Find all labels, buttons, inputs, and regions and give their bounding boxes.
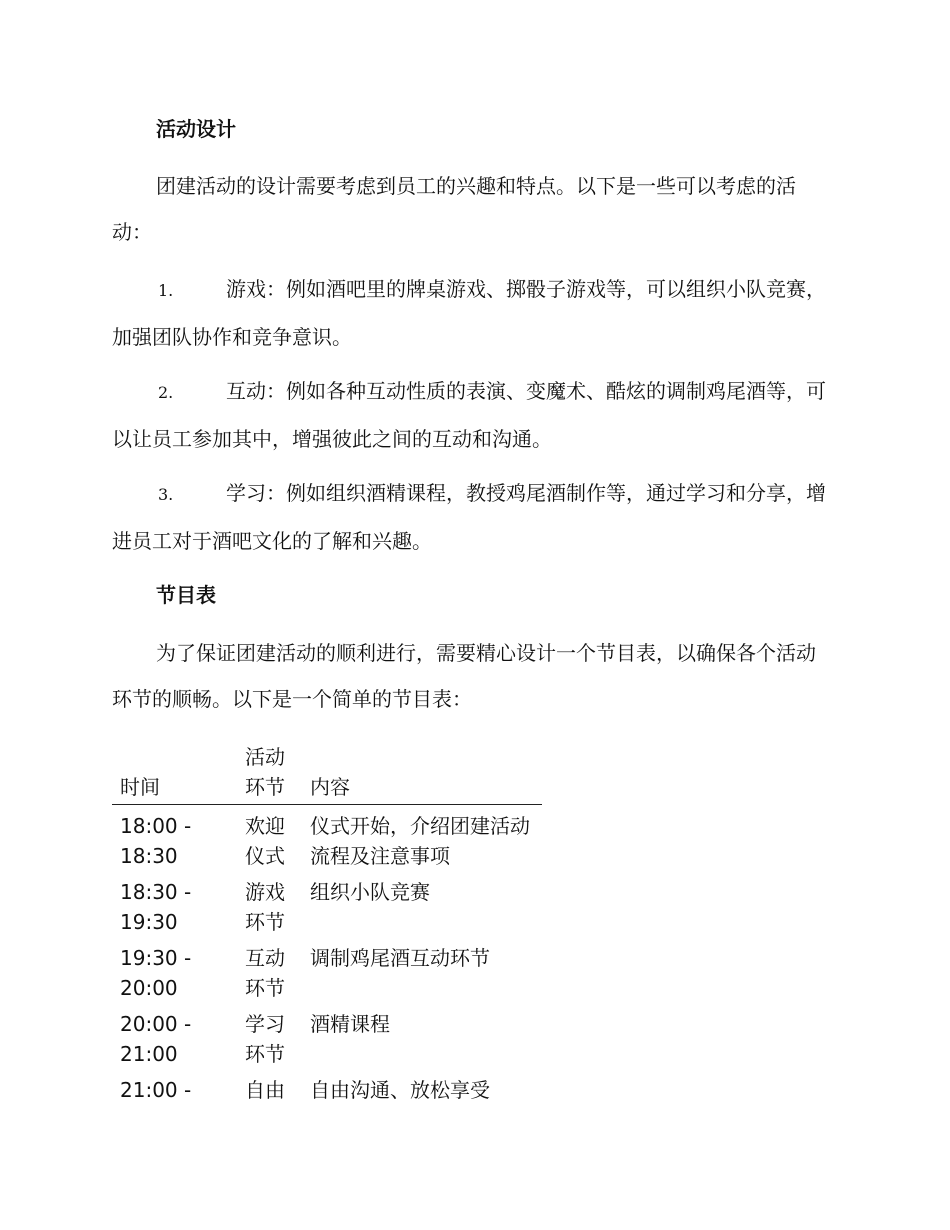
cell-time: 19:30 - 20:00 <box>120 946 192 1000</box>
header-time: 时间 <box>112 738 237 805</box>
cell-activity: 学习环节 <box>245 1012 285 1066</box>
table-row <box>112 937 542 1003</box>
cell-activity: 游戏环节 <box>245 880 285 934</box>
cell-activity: 自由 <box>245 1078 285 1102</box>
activity-design-intro: 团建活动的设计需要考虑到员工的兴趣和特点。以下是一些可以考虑的活动： <box>112 174 796 244</box>
cell-content: 酒精课程 <box>310 1012 390 1036</box>
program-table <box>112 738 542 1105</box>
header-activity: 活动环节 <box>237 738 302 805</box>
cell-time: 21:00 - <box>120 1078 192 1102</box>
item-number: 3. <box>158 485 174 504</box>
activity-item <box>112 266 834 360</box>
item-text: 互动：例如各种互动性质的表演、变魔术、酷炫的调制鸡尾酒等，可以让员工参加其中，增强彼此之间的互动和沟通。 <box>112 379 826 451</box>
activity-item <box>112 470 834 564</box>
cell-time: 18:30 - 19:30 <box>120 880 192 934</box>
program-heading: 节目表 <box>156 583 216 607</box>
cell-content: 组织小队竞赛 <box>310 880 430 904</box>
cell-time: 18:00 - 18:30 <box>120 814 192 868</box>
cell-activity: 互动环节 <box>245 946 285 1000</box>
table-row <box>112 805 542 872</box>
cell-time: 20:00 - 21:00 <box>120 1012 192 1066</box>
activity-design-heading: 活动设计 <box>156 117 236 141</box>
table-row <box>112 1069 542 1105</box>
item-text: 游戏：例如酒吧里的牌桌游戏、掷骰子游戏等，可以组织小队竞赛，加强团队协作和竞争意识。 <box>112 277 826 349</box>
cell-activity: 欢迎仪式 <box>245 814 285 868</box>
table-row <box>112 1003 542 1069</box>
cell-content: 自由沟通、放松享受 <box>310 1078 490 1102</box>
item-number: 2. <box>158 383 174 402</box>
cell-content: 仪式开始，介绍团建活动流程及注意事项 <box>310 814 530 868</box>
cell-content: 调制鸡尾酒互动环节 <box>310 946 490 970</box>
item-text: 学习：例如组织酒精课程，教授鸡尾酒制作等，通过学习和分享，增进员工对于酒吧文化的了解和兴趣。 <box>112 481 826 553</box>
program-intro: 为了保证团建活动的顺利进行，需要精心设计一个节目表，以确保各个活动环节的顺畅。以下是一个简单的节目表： <box>112 641 816 711</box>
table-header-row <box>112 738 542 805</box>
activity-item <box>112 368 834 462</box>
table-row <box>112 871 542 937</box>
header-content: 内容 <box>302 738 542 805</box>
item-number: 1. <box>158 281 174 300</box>
